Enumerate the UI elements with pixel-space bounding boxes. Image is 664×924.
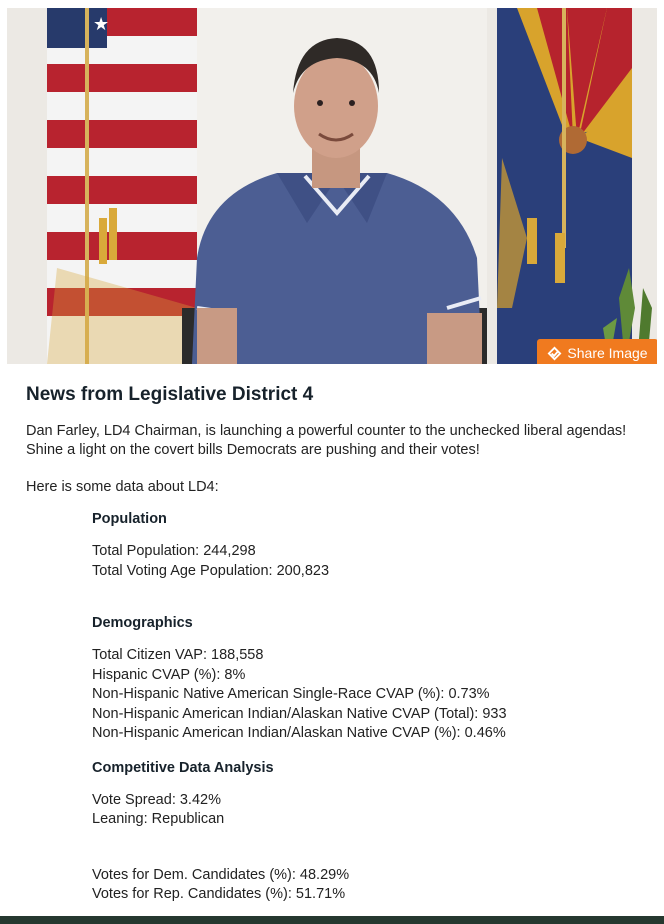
dem-votes: Votes for Dem. Candidates (%): 48.29%: [92, 866, 350, 883]
hero-image: [7, 8, 657, 364]
demographics-line: Total Citizen VAP: 188,558: [92, 647, 264, 663]
population-voting-age: Total Voting Age Population: 200,823: [92, 562, 330, 579]
article-intro: Dan Farley, LD4 Chairman, is launching a powerful counter to the unchecked liberal agendas! Shine a light on the covert bills Democrats are pushing and their votes!: [26, 423, 627, 458]
share-image-button[interactable]: [537, 339, 657, 364]
demographics-line: Non-Hispanic Native American Single-Race CVAP (%): 0.73%: [92, 686, 490, 702]
demographics-line: Non-Hispanic American Indian/Alaskan Native CVAP (%): 0.46%: [92, 725, 506, 741]
arizona-flag: [497, 8, 632, 364]
article-content: [26, 384, 646, 905]
article-lead: Here is some data about LD4:: [26, 479, 219, 495]
share-check-icon: [547, 346, 562, 361]
footer-bar: [0, 916, 664, 924]
vote-spread: Vote Spread: 3.42%: [92, 791, 221, 808]
district-data: [92, 511, 646, 905]
article-headline: News from Legislative District 4: [26, 384, 314, 405]
us-flag: [47, 8, 197, 364]
population-title: Population: [92, 511, 167, 527]
leaning: Leaning: Republican: [92, 811, 225, 827]
demographics-line: Hispanic CVAP (%): 8%: [92, 666, 246, 683]
svg-text:★: ★: [93, 14, 110, 35]
share-image-label: Share Image: [567, 345, 648, 361]
population-total: Total Population: 244,298: [92, 543, 256, 559]
rep-votes: Votes for Rep. Candidates (%): 51.71%: [92, 886, 346, 902]
competitive-title: Competitive Data Analysis: [92, 759, 274, 776]
demographics-title: Demographics: [92, 615, 193, 631]
demographics-line: Non-Hispanic American Indian/Alaskan Native CVAP (Total): 933: [92, 705, 507, 722]
hero-photo-illustration: [7, 8, 657, 364]
